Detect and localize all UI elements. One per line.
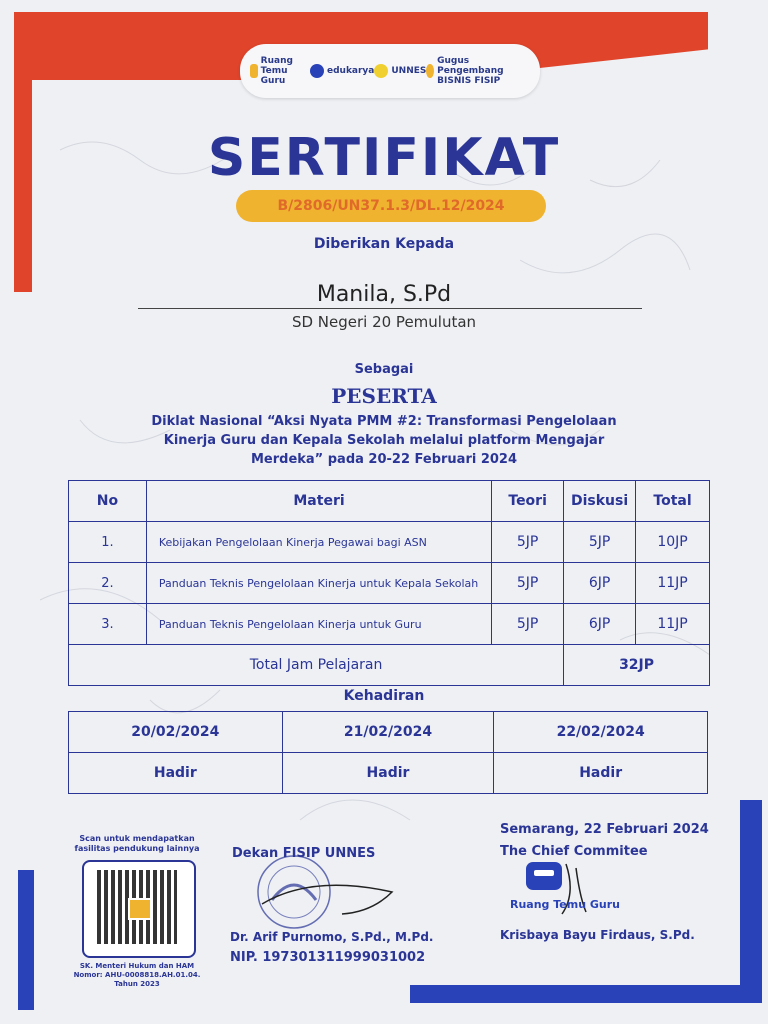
- total-value: 32JP: [564, 645, 710, 686]
- row-total: 11JP: [636, 604, 710, 645]
- row-materi: Panduan Teknis Pengelolaan Kinerja untuk Guru: [146, 604, 491, 645]
- row-no: 3.: [69, 604, 147, 645]
- row-diskusi: 5JP: [564, 522, 636, 563]
- attendance-date: 21/02/2024: [282, 712, 494, 753]
- row-no: 2.: [69, 563, 147, 604]
- sk-line: SK. Menteri Hukum dan HAM: [79, 962, 195, 970]
- row-total: 10JP: [636, 522, 710, 563]
- table-row: [69, 604, 710, 645]
- attendance-label: Kehadiran: [343, 688, 425, 704]
- header-teori: Teori: [492, 481, 564, 522]
- given-to-label: Diberikan Kepada: [313, 236, 455, 252]
- qr-code[interactable]: [82, 860, 196, 958]
- logo-ruang-temu-guru: Ruang Temu Guru: [250, 56, 310, 86]
- dekan-nip: NIP. 197301311999031002: [230, 950, 426, 965]
- bottom-blue-band: [410, 985, 762, 1003]
- header-no: No: [69, 481, 147, 522]
- sk-line: Nomor: AHU-0008818.AH.01.04.: [73, 971, 201, 979]
- qr-center-logo: [128, 898, 152, 920]
- row-total: 11JP: [636, 563, 710, 604]
- certificate-title: SERTIFIKAT: [207, 128, 561, 188]
- row-diskusi: 6JP: [564, 563, 636, 604]
- training-description: [0, 412, 768, 469]
- row-materi: Kebijakan Pengelolaan Kinerja Pegawai bagi ASN: [146, 522, 491, 563]
- table-header-row: [69, 481, 710, 522]
- attendance-date: 20/02/2024: [69, 712, 283, 753]
- attendance-status: Hadir: [69, 753, 283, 794]
- row-no: 1.: [69, 522, 147, 563]
- ruang-temu-guru-logo-icon: [506, 860, 620, 922]
- committee-name: Krisbaya Bayu Firdaus, S.Pd.: [500, 928, 695, 942]
- committee-title: The Chief Commitee: [500, 844, 648, 859]
- recipient-school: SD Negeri 20 Pemulutan: [291, 313, 477, 331]
- attendance-status: Hadir: [282, 753, 494, 794]
- bottom-left-blue-band: [18, 870, 34, 1010]
- row-materi: Panduan Teknis Pengelolaan Kinerja untuk Kepala Sekolah: [146, 563, 491, 604]
- dekan-name: Dr. Arif Purnomo, S.Pd., M.Pd.: [230, 930, 434, 944]
- as-label: Sebagai: [354, 362, 414, 377]
- description-line: Diklat Nasional “Aksi Nyata PMM #2: Transformasi Pengelolaan: [151, 414, 617, 429]
- recipient-name: Manila, S.Pd: [316, 282, 452, 307]
- qr-caption: Scan untuk mendapatkan fasilitas pendukung lainnya: [74, 834, 200, 853]
- description-line: Merdeka” pada 20-22 Februari 2024: [250, 452, 518, 467]
- total-label: Total Jam Pelajaran: [69, 645, 564, 686]
- place-date: Semarang, 22 Februari 2024: [500, 822, 709, 837]
- attendance-status: Hadir: [494, 753, 708, 794]
- logo-unnes: UNNES: [374, 64, 426, 78]
- unnes-seal-icon: [232, 852, 402, 934]
- row-teori: 5JP: [492, 604, 564, 645]
- row-diskusi: 6JP: [564, 604, 636, 645]
- logo-edukarya: edukarya: [310, 64, 374, 78]
- sk-legal-note: [62, 962, 212, 989]
- header-total: Total: [636, 481, 710, 522]
- header-diskusi: Diskusi: [564, 481, 636, 522]
- attendance-status-row: [69, 753, 708, 794]
- rtg-logo-text: Ruang Temu Guru: [510, 898, 620, 911]
- description-line: Kinerja Guru dan Kepala Sekolah melalui platform Mengajar: [163, 433, 605, 448]
- dekan-title: Dekan FISIP UNNES: [232, 846, 376, 861]
- certificate-number: B/2806/UN37.1.3/DL.12/2024: [236, 190, 546, 222]
- right-blue-band: [740, 800, 762, 1000]
- logo-bisnis-fisip: Gugus Pengembang BISNIS FISIP: [426, 56, 530, 86]
- row-teori: 5JP: [492, 522, 564, 563]
- table-total-row: [69, 645, 710, 686]
- table-row: [69, 522, 710, 563]
- header-materi: Materi: [146, 481, 491, 522]
- logo-bar: [240, 44, 540, 98]
- attendance-dates-row: [69, 712, 708, 753]
- name-underline: [138, 308, 642, 309]
- sk-line: Tahun 2023: [114, 980, 160, 988]
- attendance-table: [68, 711, 708, 794]
- role-label: PESERTA: [331, 384, 437, 408]
- materi-table: [68, 480, 710, 686]
- row-teori: 5JP: [492, 563, 564, 604]
- table-row: [69, 563, 710, 604]
- attendance-date: 22/02/2024: [494, 712, 708, 753]
